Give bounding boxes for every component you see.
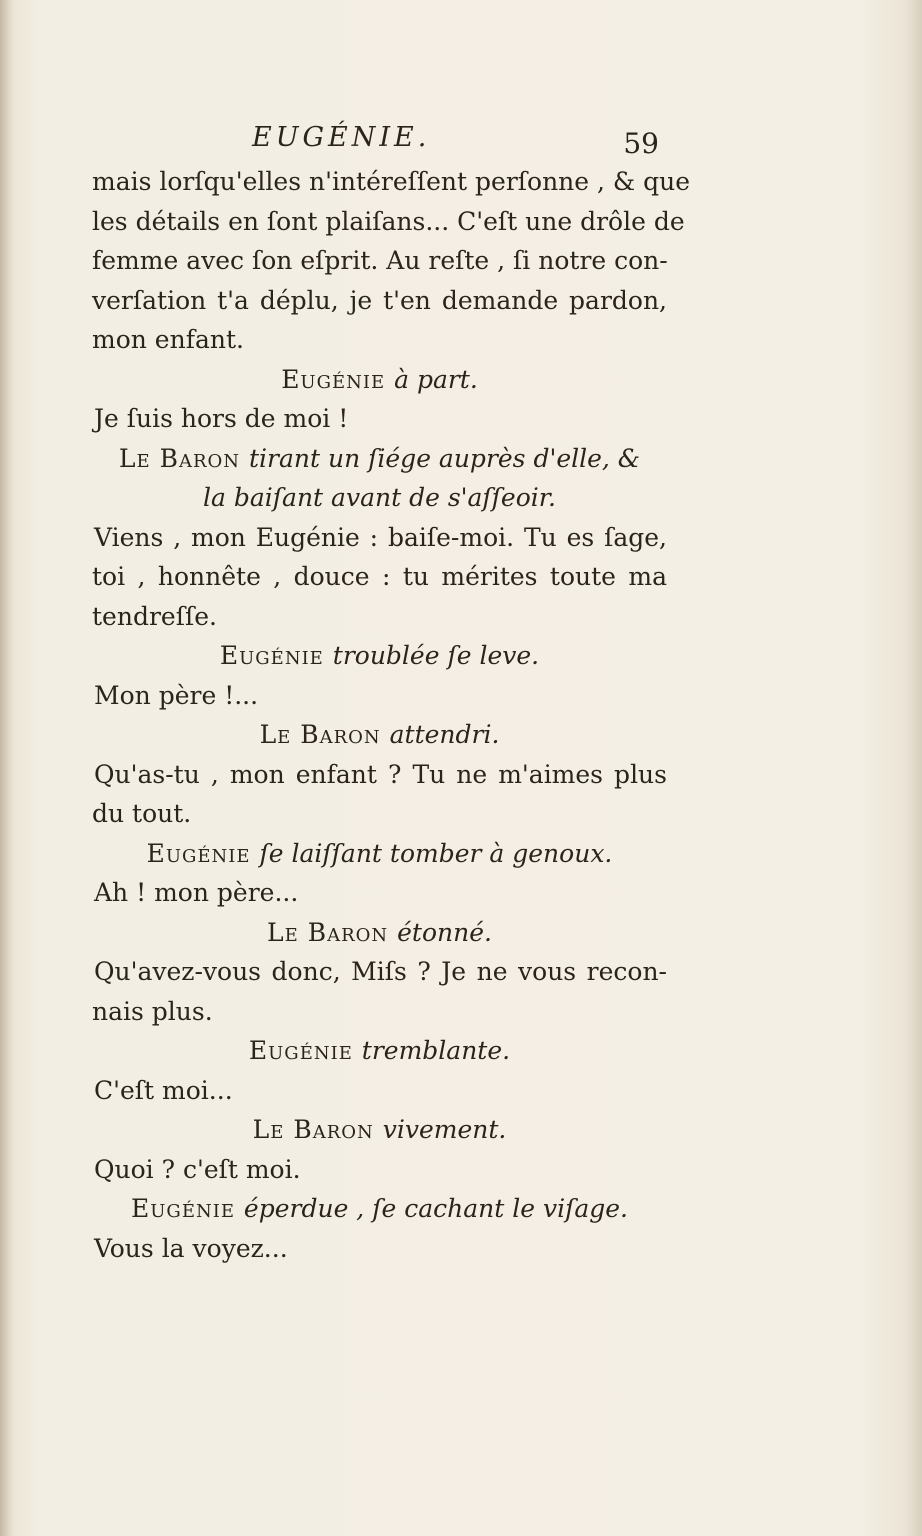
speaker-heading <box>92 1110 667 1150</box>
stage-direction: étonné. <box>397 917 492 947</box>
gutter-shadow <box>0 0 14 1536</box>
speech-line: toi , honnête , douce : tu mérites toute ma <box>92 562 667 591</box>
stage-direction: vivement. <box>382 1115 507 1144</box>
speaker-name: Le Baron <box>252 1115 374 1144</box>
text-line: mais lorſqu'elles n'intéreſſent perſonne , & que <box>92 167 691 196</box>
speaker-heading <box>92 360 667 400</box>
text-line: verſation t'a déplu, je t'en demande pardon, <box>92 285 667 315</box>
speaker-heading <box>92 1189 667 1229</box>
running-title: EUGÉNIE. <box>252 122 431 153</box>
speaker-name: Eugénie <box>219 641 324 670</box>
speaker-name: Eugénie <box>131 1194 235 1223</box>
speech-line: tendreſſe. <box>92 601 217 631</box>
stage-direction-continued: la baiſant avant de s'aſſeoir. <box>203 483 556 512</box>
speech-line: Ah ! mon père... <box>94 878 299 907</box>
speech-line: nais plus. <box>92 996 213 1026</box>
text-line: femme avec ſon eſprit. Au reſte , ſi notre con- <box>92 246 668 275</box>
page-number: 59 <box>623 127 659 160</box>
speaker-name: Eugénie <box>281 364 386 394</box>
speaker-name: Le Baron <box>259 720 381 749</box>
stage-direction: éperdue , ſe cachant le viſage. <box>243 1194 628 1223</box>
speaker-name: Le Baron <box>118 443 241 473</box>
speaker-name: Eugénie <box>248 1036 353 1065</box>
speaker-heading <box>92 636 667 676</box>
stage-direction: ſe laiſſant tomber à genoux. <box>259 838 613 868</box>
speaker-heading <box>92 913 667 953</box>
stage-direction: tremblante. <box>361 1036 511 1065</box>
speech-line: C'eſt moi... <box>94 1075 233 1105</box>
speaker-heading <box>92 834 667 874</box>
speech-line: Quoi ? c'eſt moi. <box>94 1154 301 1184</box>
text-line: les détails en ſont plaiſans... C'eſt une drôle de <box>92 206 685 236</box>
page-text <box>92 118 691 1268</box>
text-line: mon enfant. <box>92 325 244 354</box>
speech-line: Qu'as-tu , mon enfant ? Tu ne m'aimes plus <box>94 759 667 789</box>
speaker-heading <box>92 1031 667 1071</box>
speaker-heading <box>92 715 667 755</box>
stage-direction: troublée ſe leve. <box>332 641 540 670</box>
speech-line: Viens , mon Eugénie : baiſe-moi. Tu es ſage, <box>94 522 667 552</box>
speech-line: du tout. <box>92 799 192 828</box>
stage-direction: à part. <box>394 364 478 394</box>
speaker-name: Le Baron <box>267 917 389 947</box>
stage-direction: tirant un ſiége auprès d'elle, & <box>249 443 641 473</box>
speaker-name: Eugénie <box>146 838 251 868</box>
stage-direction: attendri. <box>389 720 500 749</box>
speech-line: Mon père !... <box>94 680 259 710</box>
speech-line: Je ſuis hors de moi ! <box>94 404 349 433</box>
speech-line: Vous la voyez... <box>94 1233 288 1263</box>
speaker-heading <box>92 439 667 479</box>
speech-line: Qu'avez-vous donc, Miſs ? Je ne vous recon- <box>94 957 667 986</box>
page-header <box>92 118 667 162</box>
